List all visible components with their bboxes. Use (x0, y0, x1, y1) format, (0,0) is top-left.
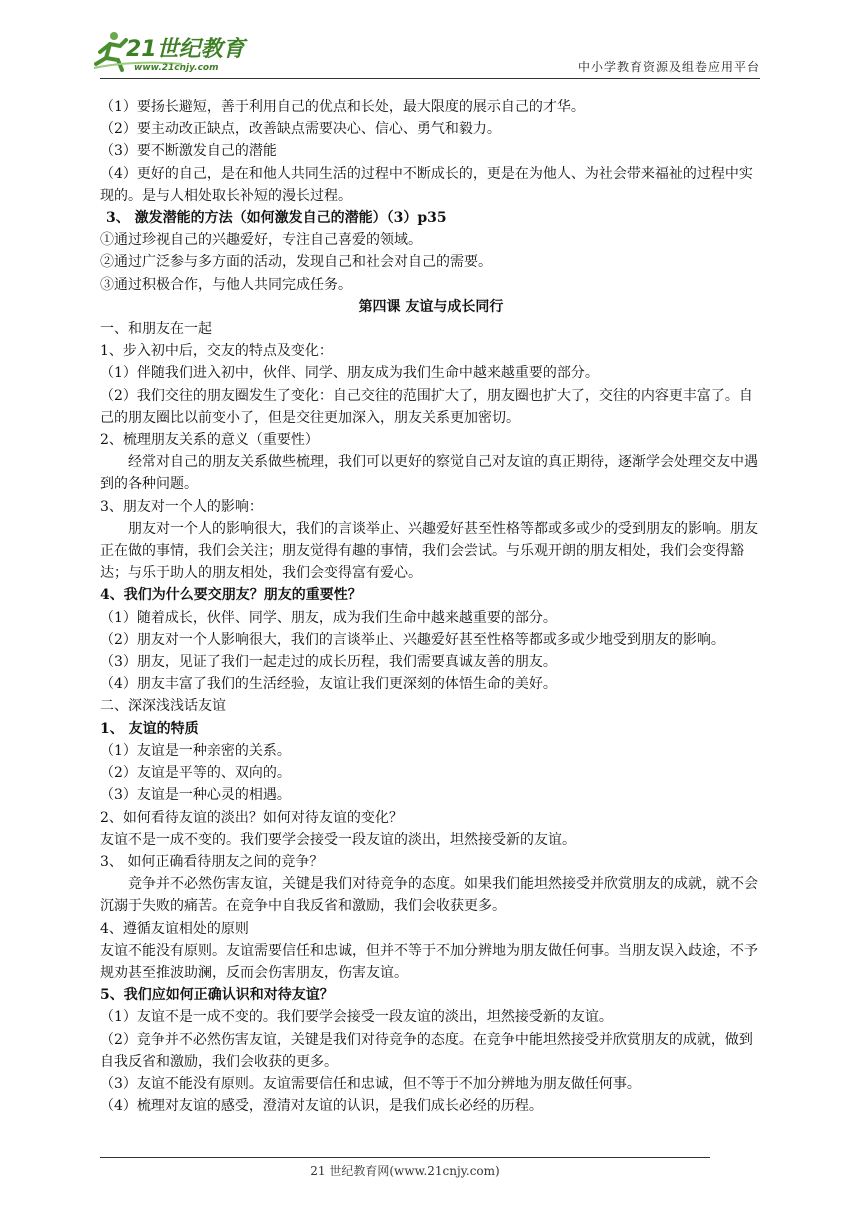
paragraph: （1）随着成长，伙伴、同学、朋友，成为我们生命中越来越重要的部分。 (100, 609, 557, 626)
subsection-heading: 1、 友谊的特质 (100, 720, 199, 737)
header-divider (100, 78, 760, 79)
logo-runner-icon (92, 30, 262, 78)
paragraph: 竞争并不必然伤害友谊，关键是我们对待竞争的态度。如果我们能坦然接受并欣赏朋友的成就，就不会沉溺于失败的痛苦。在竞争中自我反省和激励，我们会收获更多。 (100, 876, 758, 915)
paragraph: （2）友谊是平等的、双向的。 (100, 765, 291, 782)
paragraph: （3）友谊是一种心灵的相遇。 (100, 787, 291, 804)
paragraph: 友谊不是一成不变的。我们要学会接受一段友谊的淡出，坦然接受新的友谊。 (100, 831, 576, 848)
section-heading: 一、和朋友在一起 (100, 321, 212, 338)
paragraph: 朋友对一个人的影响很大，我们的言谈举止、兴趣爱好甚至性格等都或多或少的受到朋友的影响。朋友正在做的事情，我们会关注；朋友觉得有趣的事情，我们会尝试。与乐观开朗的朋友相处，我们会变得豁达；与乐于助人的朋友相处，我们会变得富有爱心。 (100, 520, 758, 582)
paragraph: ②通过广泛参与多方面的活动，发现自己和社会对自己的需要。 (100, 254, 492, 271)
subsection-heading: 4、我们为什么要交朋友？朋友的重要性？ (100, 587, 362, 604)
paragraph: （2）朋友对一个人影响很大，我们的言谈举止、兴趣爱好甚至性格等都或多或少地受到朋友的影响。 (100, 631, 725, 648)
paragraph: （2）要主动改正缺点，改善缺点需要决心、信心、勇气和毅力。 (100, 121, 501, 138)
paragraph: （3）友谊不能没有原则。友谊需要信任和忠诚，但不等于不加分辨地为朋友做任何事。 (100, 1075, 641, 1092)
subsection-heading: 3、朋友对一个人的影响： (100, 498, 263, 515)
page-footer: 21 世纪教育网(www.21cnjy.com) (310, 1164, 500, 1178)
paragraph: （3）要不断激发自己的潜能 (100, 143, 277, 160)
lesson-title: 第四课 友谊与成长同行 (358, 298, 504, 315)
logo (92, 30, 262, 78)
paragraph: （3）朋友，见证了我们一起走过的成长历程，我们需要真诚友善的朋友。 (100, 654, 557, 671)
subsection-heading: 5、我们应如何正确认识和对待友谊？ (100, 987, 334, 1004)
paragraph: （4）更好的自己，是在和他人共同生活的过程中不断成长的，更是在为他人、为社会带来福祉的过程中实现的。是与人相处取长补短的漫长过程。 (100, 165, 753, 204)
paragraph: ③通过积极合作，与他人共同完成任务。 (100, 276, 352, 293)
header-tagline: 中小学教育资源及组卷应用平台 (577, 60, 760, 74)
footer-divider (100, 1157, 710, 1158)
paragraph: 友谊不能没有原则。友谊需要信任和忠诚，但并不等于不加分辨地为朋友做任何事。当朋友误入歧途，不予规劝甚至推波助澜，反而会伤害朋友，伤害友谊。 (100, 942, 758, 981)
subsection-heading: 2、如何看待友谊的淡出？如何对待友谊的变化？ (100, 809, 403, 826)
subsection-heading: 3、 如何正确看待朋友之间的竞争？ (100, 853, 324, 870)
subsection-heading: 2、梳理朋友关系的意义（重要性） (100, 432, 319, 449)
logo-text: 21世纪教育 (126, 37, 245, 62)
subsection-heading: 4、遵循友谊相处的原则 (100, 920, 249, 937)
section-heading: 3、 激发潜能的方法（如何激发自己的潜能）（3）p35 (106, 210, 447, 227)
paragraph: 经常对自己的朋友关系做些梳理，我们可以更好的察觉自己对友谊的真正期待，逐渐学会处理交友中遇到的各种问题。 (100, 454, 758, 493)
paragraph: （1）要扬长避短，善于利用自己的优点和长处，最大限度的展示自己的才华。 (100, 99, 585, 115)
document-body (100, 96, 762, 1117)
paragraph: （4）朋友丰富了我们的生活经验，友谊让我们更深刻的体悟生命的美好。 (100, 676, 557, 693)
paragraph: （1）伴随我们进入初中，伙伴、同学、朋友成为我们生命中越来越重要的部分。 (100, 365, 599, 382)
page-header (0, 0, 860, 84)
paragraph: （4）梳理对友谊的感受，澄清对友谊的认识，是我们成长必经的历程。 (100, 1098, 543, 1115)
paragraph: （2）我们交往的朋友圈发生了变化：自己交往的范围扩大了，朋友圈也扩大了，交往的内容更丰富了。自己的朋友圈比以前变小了，但是交往更加深入，朋友关系更加密切。 (100, 387, 753, 426)
paragraph: ①通过珍视自己的兴趣爱好，专注自己喜爱的领域。 (100, 232, 422, 249)
logo-url: www.21cnjy.com (134, 63, 219, 73)
paragraph: （2）竞争并不必然伤害友谊，关键是我们对待竞争的态度。在竞争中能坦然接受并欣赏朋友的成就，做到自我反省和激励，我们会收获的更多。 (100, 1031, 753, 1070)
paragraph: （1）友谊是一种亲密的关系。 (100, 742, 291, 759)
paragraph: （1）友谊不是一成不变的。我们要学会接受一段友谊的淡出，坦然接受新的友谊。 (100, 1009, 613, 1026)
subsection-heading: 1、步入初中后，交友的特点及变化： (100, 343, 333, 360)
section-heading: 二、深深浅浅话友谊 (100, 698, 226, 715)
